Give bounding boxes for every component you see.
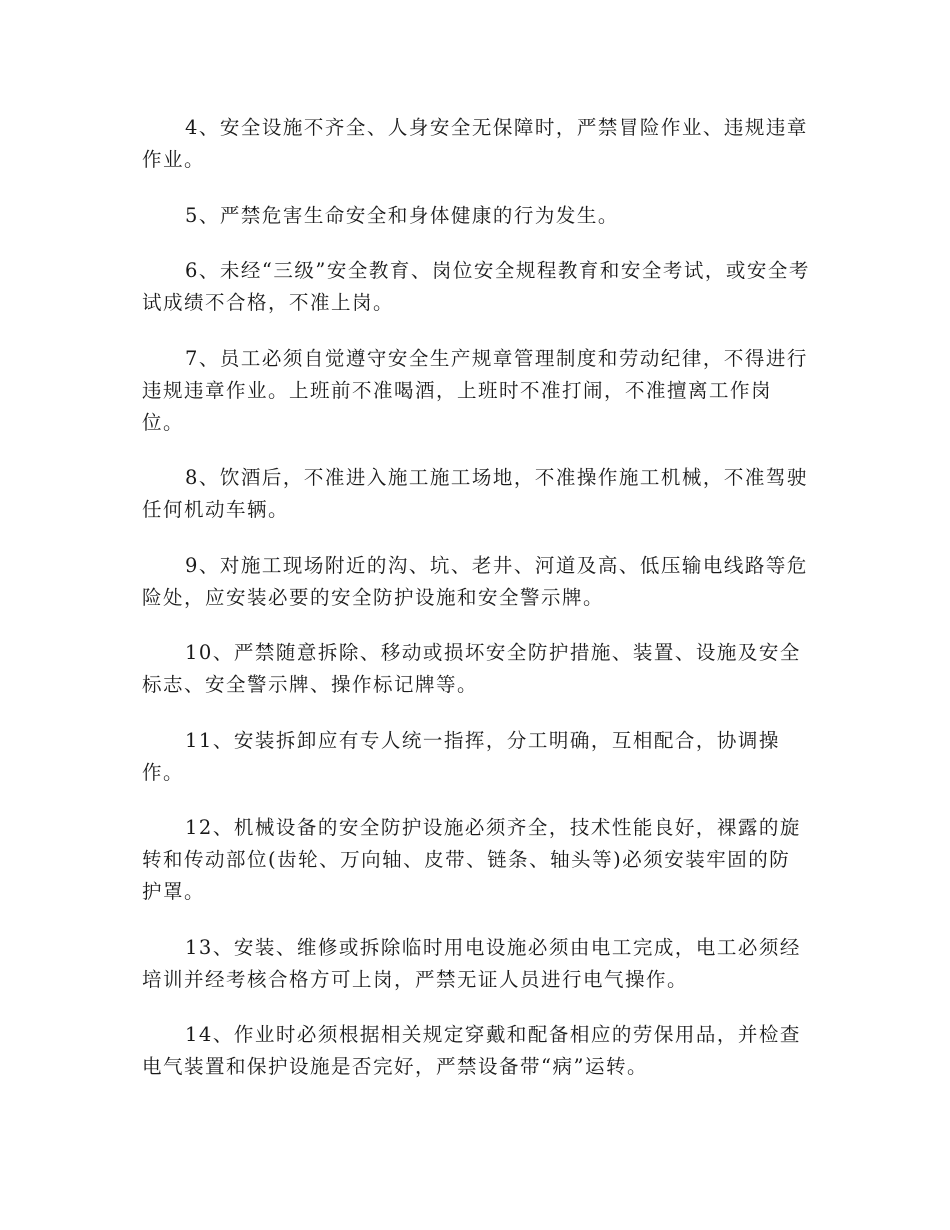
paragraph-rule-14: 14、作业时必须根据相关规定穿戴和配备相应的劳保用品，并检查电气装置和保护设施是否完好，严禁设备带“病”运转。 bbox=[142, 1023, 801, 1078]
paragraph-rule-10: 10、严禁随意拆除、移动或损坏安全防护措施、装置、设施及安全标志、安全警示牌、操作标记牌等。 bbox=[142, 641, 801, 696]
paragraph-rule-8: 8、饮酒后，不准进入施工施工场地，不准操作施工机械，不准驾驶任何机动车辆。 bbox=[142, 466, 808, 521]
paragraph-rule-12: 12、机械设备的安全防护设施必须齐全，技术性能良好，裸露的旋转和传动部位(齿轮、万向轴、皮带、链条、轴头等)必须安装牢固的防护罩。 bbox=[142, 816, 801, 903]
paragraph-rule-4: 4、安全设施不齐全、人身安全无保障时，严禁冒险作业、违规违章作业。 bbox=[142, 116, 808, 171]
paragraph-rule-13: 13、安装、维修或拆除临时用电设施必须由电工完成，电工必须经培训并经考核合格方可上岗，严禁无证人员进行电气操作。 bbox=[142, 935, 801, 991]
paragraph-rule-5: 5、严禁危害生命安全和身体健康的行为发生。 bbox=[185, 203, 619, 227]
paragraph-rule-11: 11、安装拆卸应有专人统一指挥，分工明确，互相配合，协调操作。 bbox=[142, 728, 780, 784]
paragraph-rule-9: 9、对施工现场附近的沟、坑、老井、河道及高、低压输电线路等危险处，应安装必要的安全防护设施和安全警示牌。 bbox=[142, 553, 808, 609]
document-body bbox=[142, 112, 810, 1107]
paragraph-rule-6: 6、未经“三级”安全教育、岗位安全规程教育和安全考试，或安全考试成绩不合格，不准上岗。 bbox=[142, 259, 810, 314]
paragraph-rule-7: 7、员工必须自觉遵守安全生产规章管理制度和劳动纪律，不得进行违规违章作业。上班前不准喝酒，上班时不准打闹，不准擅离工作岗位。 bbox=[142, 346, 808, 434]
